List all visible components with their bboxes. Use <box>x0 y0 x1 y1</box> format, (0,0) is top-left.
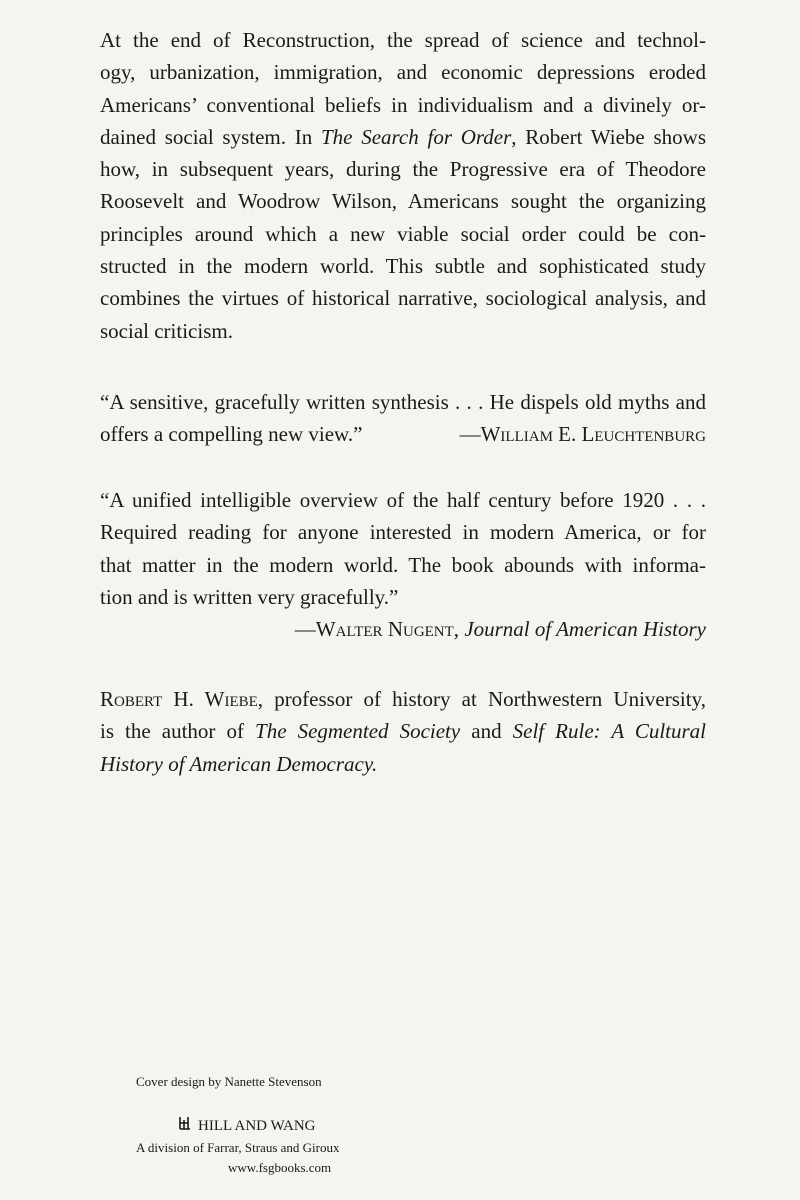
quote-line: that matter in the modern world. The book abounds with informa- <box>100 552 706 577</box>
publisher-imprint <box>178 1115 478 1136</box>
bio-text: and <box>460 719 513 744</box>
quote-line: Required reading for anyone interested in modern America, or for <box>100 520 706 545</box>
quote-line: “A unified intelligible overview of the half century before 1920 . . . <box>100 488 706 512</box>
attribution-name: —Walter Nugent, <box>294 617 465 642</box>
description-text: , Robert Wiebe shows <box>511 124 706 149</box>
quote-line: “A sensitive, gracefully written synthesis . . . He dispels old myths and <box>100 390 706 414</box>
bio-line <box>100 715 706 747</box>
description-line: ogy, urbanization, immigration, and economic depressions eroded <box>100 60 706 85</box>
quote-text: offers a compelling new view.” <box>100 422 363 447</box>
book-title: The Search for Order <box>320 124 512 149</box>
hill-and-wang-logo-icon <box>178 1115 192 1136</box>
description-line: At the end of Reconstruction, the spread of science and technol- <box>100 28 706 52</box>
description-line: combines the virtues of historical narrative, sociological analysis, and <box>100 286 706 311</box>
bio-line <box>100 683 706 715</box>
book-title: The Segmented Society <box>255 719 461 744</box>
review-quote-nugent <box>100 484 706 645</box>
bio-line: History of American Democracy. <box>100 751 378 776</box>
description-text: dained social system. In <box>100 124 321 149</box>
publisher-website[interactable]: www.fsgbooks.com <box>228 1160 332 1175</box>
quote-attribution: —William E. Leuchtenburg <box>459 422 706 447</box>
description-line: structed in the modern world. This subtle and sophisticated study <box>100 254 706 279</box>
description-line: Americans’ conventional beliefs in individualism and a divinely or- <box>100 92 706 117</box>
author-bio <box>100 683 706 780</box>
author-name: Robert H. Wiebe <box>100 687 258 711</box>
publisher-division: A division of Farrar, Straus and Giroux <box>136 1140 340 1155</box>
review-quote-leuchtenburg <box>100 386 706 451</box>
description-line: social criticism. <box>100 318 233 343</box>
quote-line: tion and is written very gracefully.” <box>100 584 399 609</box>
quote-line <box>100 418 706 450</box>
bio-text: is the author of <box>100 719 256 744</box>
attribution-source: Journal of American History <box>464 617 706 642</box>
bio-text: , professor of history at Northwestern University, <box>257 687 706 711</box>
publisher-name: HILL AND WANG <box>198 1118 316 1134</box>
book-description <box>100 24 706 347</box>
quote-attribution <box>100 613 706 645</box>
description-line: principles around which a new viable social order could be con- <box>100 221 706 246</box>
description-line <box>100 121 706 153</box>
description-line: Roosevelt and Woodrow Wilson, Americans sought the organizing <box>100 189 706 214</box>
cover-credit-text: Cover design by Nanette Stevenson <box>136 1074 322 1089</box>
book-title: Self Rule: A Cultural <box>512 719 707 744</box>
description-line: how, in subsequent years, during the Progressive era of Theodore <box>100 157 706 182</box>
